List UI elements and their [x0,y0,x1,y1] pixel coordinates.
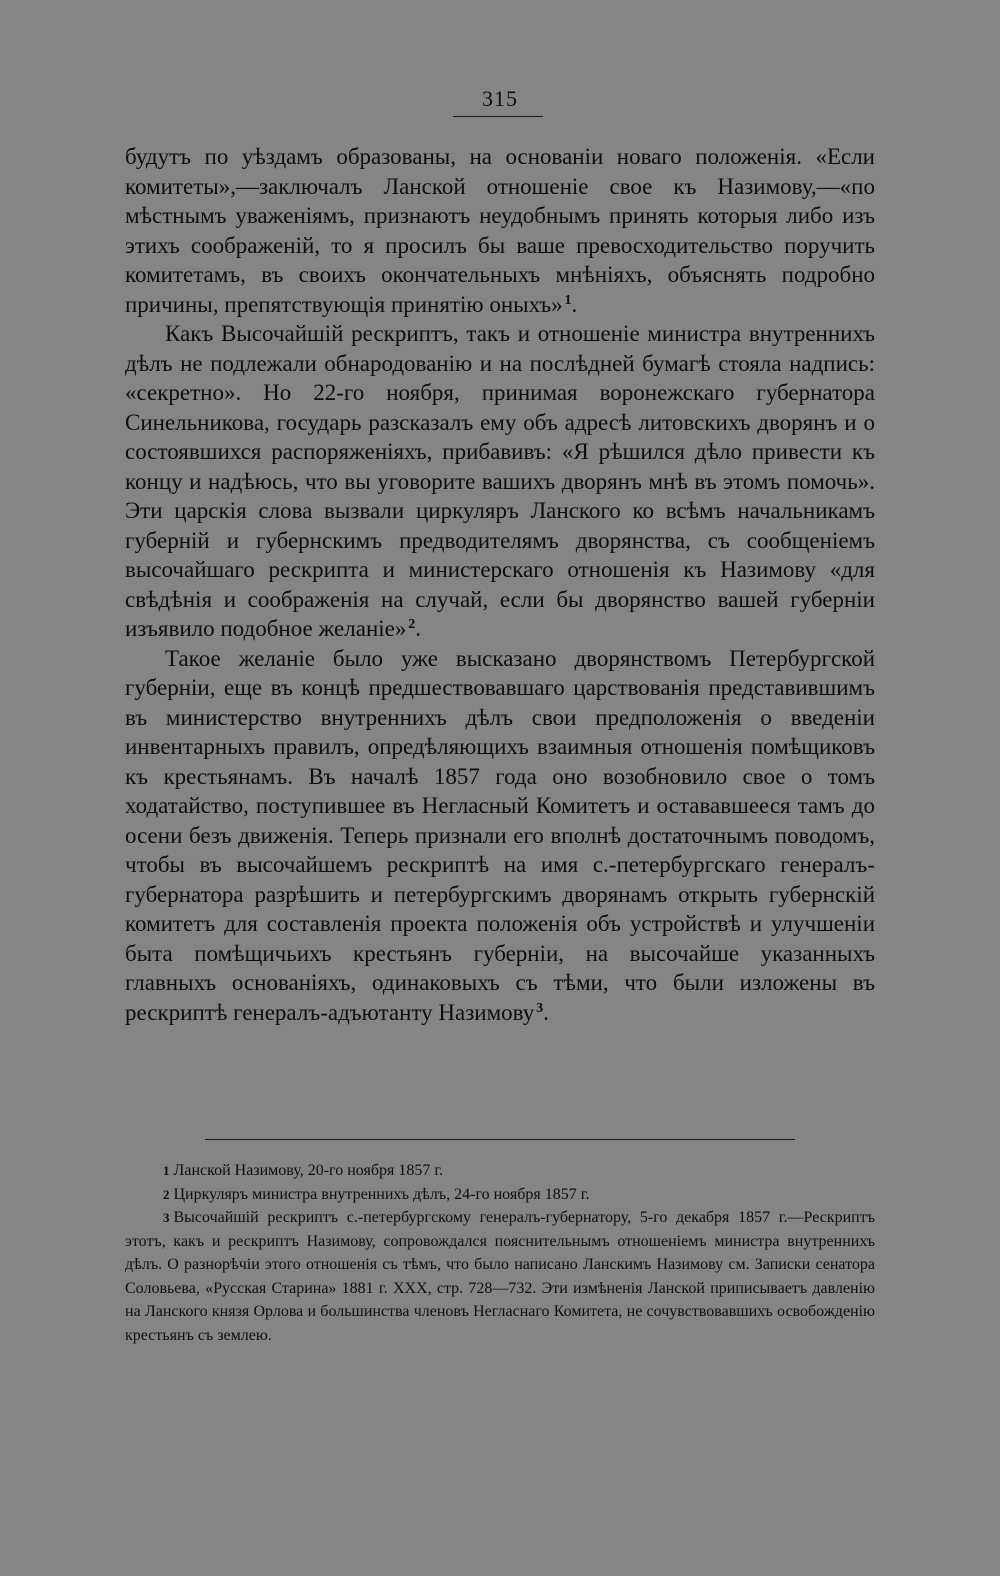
footnote-ref-2: 2 [408,617,416,632]
main-text [125,142,875,1027]
footnote-mark-2: 2 [163,1186,170,1202]
footnote-2-text: Циркуляръ министра внутреннихъ дѣлъ, 24-го ноября 1857 г. [173,1185,590,1203]
footnote-mark-3: 3 [163,1210,170,1225]
page-number: 315 [482,86,518,111]
footnote-ref-3: 3 [536,1000,544,1016]
paragraph-3: Такое желаніе было уже высказано дворянствомъ Петербургской губерніи, еще въ концѣ предшествовавшаго царствованія представившимъ въ министерство внутреннихъ дѣлъ свои предположенія о введеніи инвентарныхъ правилъ, опредѣляющихъ взаимныя отношенія помѣщиковъ къ крестьянамъ. Въ началѣ 1857 года оно возобновило свое о томъ ходатайство, поступившее въ Негласный Комитетъ и остававшееся тамъ до осени безъ движенія. Теперь признали его вполнѣ достаточнымъ поводомъ, чтобы въ высочайшемъ рескриптѣ на имя с.-петербургскаго генералъ-губернатора разрѣшить и петербургскимъ дворянамъ открыть губернскій комитетъ для составленія проекта положенія объ устройствѣ и улучшеніи быта помѣщичьихъ крестьянъ губерніи, на высочайше указанныхъ главныхъ основаніяхъ, одинаковыхъ съ тѣми, что были изложены въ рескриптѣ генералъ-адъютанту Назимову $^3$. [125,645,875,1025]
footnote-1 [125,1159,875,1183]
footnote-mark-1: 1 [163,1163,170,1178]
paragraph-2: Какъ Высочайшій рескриптъ, такъ и отношеніе министра внутреннихъ дѣлъ не подлежали обнародованію и на послѣдней бумагѣ стояла надпись: «секретно». Но 22-го ноября, принимая воронежскаго губернатора Синельникова, государь разсказалъ ему объ адресѣ литовскихъ дворянъ и о состоявшихся распоряженіяхъ, прибавивъ: «Я рѣшился дѣло привести къ концу и надѣюсь, что вы уговорите вашихъ дворянъ мнѣ въ этомъ помочь». Эти царскія слова вызвали циркуляръ Ланского ко всѣмъ начальникамъ губерній и губернскимъ предводителямъ дворянства, съ сообщеніемъ высочайшаго рескрипта и министерскаго отношенія къ Назимову «для свѣдѣнія и соображенія на случай, если бы дворянство вашей губерніи изъявило подобное желаніе» $^2$. [125,321,875,641]
paragraph-3-text: Такое желаніе было уже высказано дворянствомъ Петербургской губерніи, еще въ концѣ предшествовавшаго царствованія представившимъ въ министерство внутреннихъ дѣлъ свои предположенія о введеніи инвентарныхъ правилъ, опредѣляющихъ взаимныя отношенія помѣщиковъ къ крестьянамъ. Въ началѣ 1857 года оно возобновило свое о томъ ходатайство, поступившее въ Негласный Комитетъ и остававшееся тамъ до осени безъ движенія. Теперь признали его вполнѣ достаточнымъ поводомъ, чтобы въ высочайшемъ рескриптѣ на имя с.-петербургскаго генералъ-губернатора разрѣшить и петербургскимъ дворянамъ открыть губернскій комитетъ для составленія проекта положенія объ устройствѣ и улучшеніи быта помѣщичьихъ крестьянъ губерніи, на высочайше указанныхъ главныхъ основаніяхъ, одинаковыхъ съ тѣми, что были изложены въ рескриптѣ генералъ-адъютанту Назимову [125,645,875,1025]
footnote-separator [205,1139,795,1140]
footnotes [125,1159,875,1347]
paragraph-2-text: Какъ Высочайшій рескриптъ, такъ и отношеніе министра внутреннихъ дѣлъ не подлежали обнародованію и на послѣдней бумагѣ стояла надпись: «секретно». Но 22-го ноября, принимая воронежскаго губернатора Синельникова, государь разсказалъ ему объ адресѣ литовскихъ дворянъ и о состоявшихся распоряженіяхъ, прибавивъ: «Я рѣшился дѣло привести къ концу и надѣюсь, что вы уговорите вашихъ дворянъ мнѣ въ этомъ помочь». Эти царскія слова вызвали циркуляръ Ланского ко всѣмъ начальникамъ губерній и губернскимъ предводителямъ дворянства, съ сообщеніемъ высочайшаго рескрипта и министерскаго отношенія къ Назимову «для свѣдѣнія и соображенія на случай, если бы дворянство вашей губерніи изъявило подобное желаніе» [125,321,875,641]
page-number-rule [453,116,543,117]
footnote-3 [125,1206,875,1347]
footnote-ref-1: 1 [564,292,572,308]
paragraph-1: будутъ по уѣздамъ образованы, на основаніи новаго положенія. «Если комитеты»,—заключалъ Ланской отношеніе свое къ Назимову,—«по мѣстнымъ уваженіямъ, признаютъ неудобнымъ принять которыя либо изъ этихъ соображеній, то я просилъ бы ваше превосходительство поручить комитетамъ, въ своихъ окончательныхъ мнѣніяхъ, объяснять подробно причины, препятствующія принятію оныхъ» $^1$. [125,144,875,317]
footnote-3-text: Высочайшій рескриптъ с.-петербургскому генералъ-губернатору, 5-го декабря 1857 г.—Рескриптъ этотъ, какъ и рескриптъ Назимову, сопровождался пояснительнымъ отношеніемъ министра внутреннихъ дѣлъ. О разнорѣчіи этого отношенія съ тѣмъ, что было написано Ланскимъ Назимову см. Записки сенатора Соловьева, «Русская Старина» 1881 г. XXX, стр. 728—732. Эти измѣненія Ланской приписываетъ давленію на Ланского князя Орлова и большинства членовъ Негласнаго Комитета, не сочувствовавшихъ освобожденію крестьянъ съ землею. [125,1209,875,1344]
footnote-2 [125,1183,875,1207]
footnote-1-text: Ланской Назимову, 20-го ноября 1857 г. [173,1162,444,1179]
paragraph-1-text: будутъ по уѣздамъ образованы, на основаніи новаго положенія. «Если комитеты»,—заключалъ Ланской отношеніе свое къ Назимову,—«по мѣстнымъ уваженіямъ, признаютъ неудобнымъ принять которыя либо изъ этихъ соображеній, то я просилъ бы ваше превосходительство поручить комитетамъ, въ своихъ окончательныхъ мнѣніяхъ, объяснять подробно причины, препятствующія принятію оныхъ» [125,144,875,317]
